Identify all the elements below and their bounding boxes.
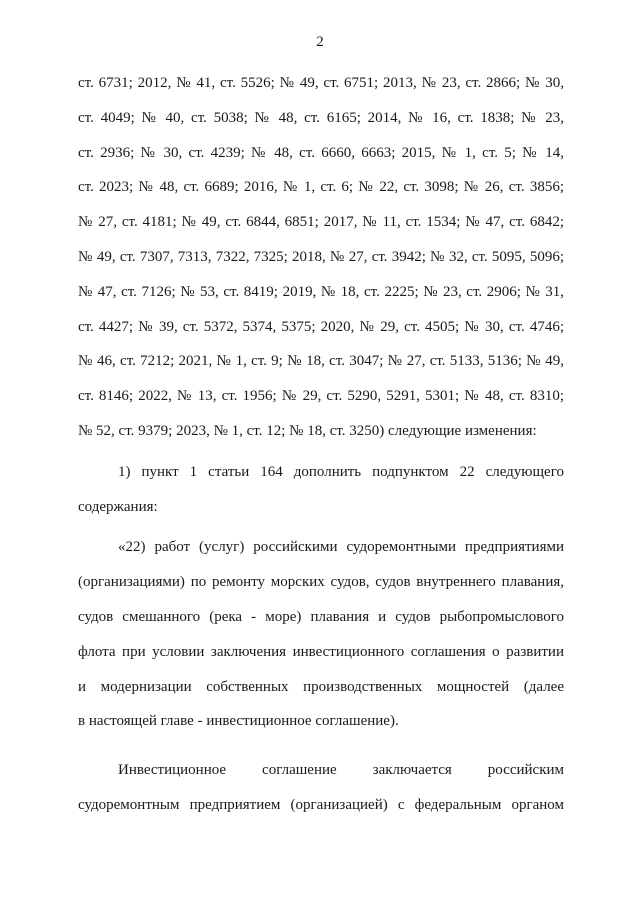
- text-line: № 52, ст. 9379; 2023, № 1, ст. 12; № 18, ст. 3250) следующие изменения:: [78, 422, 537, 439]
- document-body: [78, 66, 564, 823]
- text-line: содержания:: [78, 498, 158, 515]
- text-line: ст. 4049; № 40, ст. 5038; № 48, ст. 6165; 2014, № 16, ст. 1838; № 23,: [78, 109, 564, 126]
- citations-paragraph: [78, 66, 564, 449]
- text-line: судоремонтным предприятием (организацией) с федеральным органом: [78, 796, 564, 813]
- text-line: ст. 6731; 2012, № 41, ст. 5526; № 49, ст. 6751; 2013, № 23, ст. 2866; № 30,: [78, 75, 564, 91]
- item-1-paragraph: [78, 455, 564, 525]
- text-line: № 49, ст. 7307, 7313, 7322, 7325; 2018, № 27, ст. 3942; № 32, ст. 5095, 5096;: [78, 248, 564, 265]
- subitem-22-paragraph: [78, 530, 564, 739]
- text-line: 1) пункт 1 статьи 164 дополнить подпунктом 22 следующего: [118, 463, 564, 480]
- text-line: Инвестиционное соглашение заключается российским: [118, 762, 564, 779]
- text-line: ст. 4427; № 39, ст. 5372, 5374, 5375; 2020, № 29, ст. 4505; № 30, ст. 4746;: [78, 318, 564, 335]
- text-line: флота при условии заключения инвестиционного соглашения о развитии: [78, 643, 564, 660]
- text-line: № 47, ст. 7126; № 53, ст. 8419; 2019, № 18, ст. 2225; № 23, ст. 2906; № 31,: [78, 283, 564, 300]
- investment-agreement-paragraph: [78, 753, 564, 823]
- text-line: ст. 8146; 2022, № 13, ст. 1956; № 29, ст. 5290, 5291, 5301; № 48, ст. 8310;: [78, 388, 564, 405]
- text-line: № 46, ст. 7212; 2021, № 1, ст. 9; № 18, ст. 3047; № 27, ст. 5133, 5136; № 49,: [78, 353, 564, 370]
- text-line: ст. 2023; № 48, ст. 6689; 2016, № 1, ст. 6; № 22, ст. 3098; № 26, ст. 3856;: [78, 179, 564, 196]
- text-line: № 27, ст. 4181; № 49, ст. 6844, 6851; 2017, № 11, ст. 1534; № 47, ст. 6842;: [78, 214, 564, 231]
- text-line: ст. 2936; № 30, ст. 4239; № 48, ст. 6660, 6663; 2015, № 1, ст. 5; № 14,: [78, 144, 564, 161]
- text-line: и модернизации собственных производственных мощностей (далее: [78, 678, 564, 695]
- text-line: судов смешанного (река - море) плавания и судов рыбопромыслового: [78, 608, 564, 625]
- text-line: в настоящей главе - инвестиционное соглашение).: [78, 713, 399, 730]
- text-line: «22) работ (услуг) российскими судоремонтными предприятиями: [118, 539, 564, 556]
- page-number: 2: [316, 34, 324, 50]
- text-line: (организациями) по ремонту морских судов, судов внутреннего плавания,: [78, 574, 564, 591]
